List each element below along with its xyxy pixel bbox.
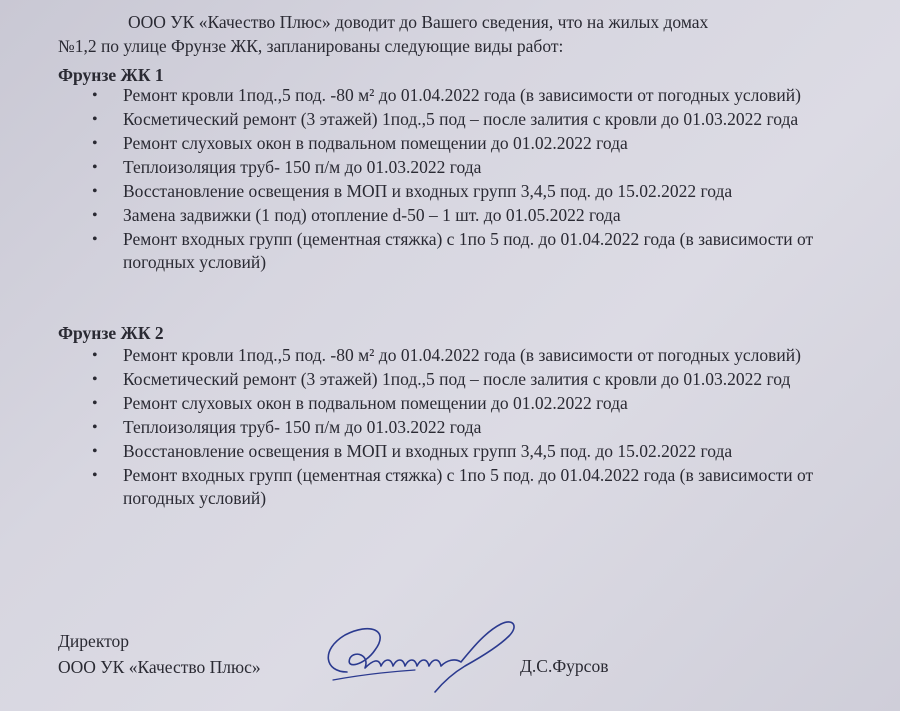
intro-line-1: ООО УК «Качество Плюс» доводит до Вашего сведения, что на жилых домах [128, 12, 709, 32]
works-list-1 [58, 84, 838, 275]
list-item: • Косметический ремонт (3 этажей) 1под.,5 под – после залития с кровли до 01.03.2022 год [58, 368, 838, 391]
works-list-2 [58, 344, 838, 511]
section-title-2: Фрунзе ЖК 2 [58, 323, 164, 343]
handwritten-signature [315, 610, 525, 700]
list-item: • Теплоизоляция труб- 150 п/м до 01.03.2022 года [58, 416, 838, 439]
list-item: • Теплоизоляция труб- 150 п/м до 01.03.2022 года [58, 156, 838, 179]
list-item: • Ремонт слуховых окон в подвальном помещении до 01.02.2022 года [58, 392, 838, 415]
list-item: • Восстановление освещения в МОП и входных групп 3,4,5 под. до 15.02.2022 года [58, 180, 838, 203]
list-item: • Ремонт слуховых окон в подвальном помещении до 01.02.2022 года [58, 132, 838, 155]
intro-line-2: №1,2 по улице Фрунзе ЖК, запланированы следующие виды работ: [58, 36, 564, 56]
list-item: • Ремонт кровли 1под.,5 под. -80 м² до 01.04.2022 года (в зависимости от погодных условий) [58, 84, 838, 107]
signature-block [58, 628, 261, 680]
director-title: Директор [58, 631, 130, 651]
list-item: • Ремонт кровли 1под.,5 под. -80 м² до 01.04.2022 года (в зависимости от погодных условий) [58, 344, 838, 367]
intro-paragraph [58, 10, 858, 58]
list-item: • Косметический ремонт (3 этажей) 1под.,5 под – после залития с кровли до 01.03.2022 года [58, 108, 838, 131]
organization-name: ООО УК «Качество Плюс» [58, 657, 261, 677]
list-item: • Восстановление освещения в МОП и входных групп 3,4,5 под. до 15.02.2022 года [58, 440, 838, 463]
section-title-1: Фрунзе ЖК 1 [58, 65, 164, 85]
signer-name: Д.С.Фурсов [520, 656, 609, 676]
list-item: • Ремонт входных групп (цементная стяжка) с 1по 5 под. до 01.04.2022 года (в зависимости от погодных условий) [58, 228, 838, 274]
list-item: • Ремонт входных групп (цементная стяжка) с 1по 5 под. до 01.04.2022 года (в зависимости от погодных условий) [58, 464, 838, 510]
list-item: • Замена задвижки (1 под) отопление d-50 – 1 шт. до 01.05.2022 года [58, 204, 838, 227]
